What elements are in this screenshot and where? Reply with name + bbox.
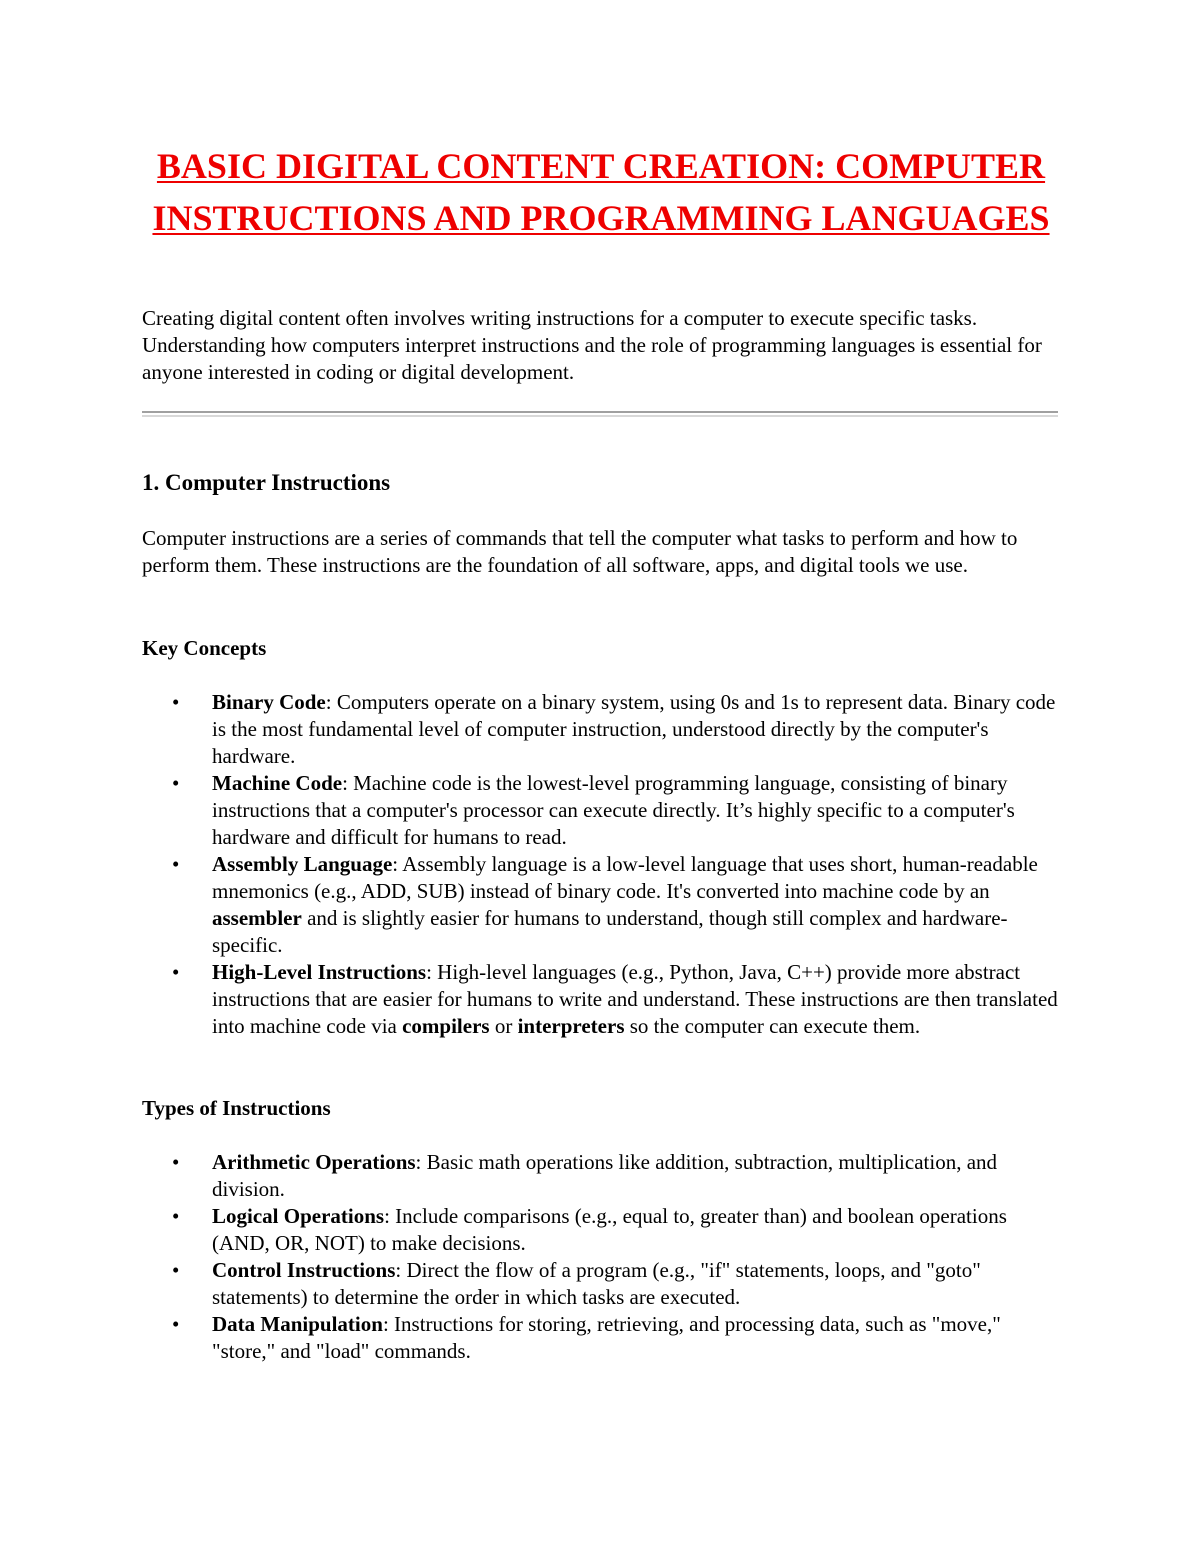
bullet-icon: • <box>172 690 180 714</box>
bullet-icon: • <box>172 1312 180 1336</box>
list-item-term: Arithmetic Operations <box>212 1150 416 1174</box>
list-item-text: : Assembly language is a low-level language that uses short, human-readable mnemonics (e.g., ADD, SUB) instead of binary code. It's converted into machine code by an <box>212 852 1038 903</box>
list-item-emphasis: compilers <box>402 1014 490 1038</box>
list-item-term: Data Manipulation <box>212 1312 383 1336</box>
list-item-text: : Basic math operations like addition, subtraction, multiplication, and division. <box>212 1150 998 1201</box>
list-item <box>142 851 1060 959</box>
list-item <box>142 1257 1060 1311</box>
intro-paragraph: Creating digital content often involves writing instructions for a computer to execute specific tasks. Understanding how computers interpret instructions and the role of programming languages is essential for anyone interested in coding or digital development. <box>142 306 1042 384</box>
list-item-emphasis: assembler <box>212 906 302 930</box>
horizontal-divider <box>142 411 1058 417</box>
types-list <box>142 1149 1060 1365</box>
section-paragraph: Computer instructions are a series of commands that tell the computer what tasks to perform and how to perform them. These instructions are the foundation of all software, apps, and digital tools we use. <box>142 526 1018 577</box>
list-item-term: Logical Operations <box>212 1204 385 1228</box>
bullet-icon: • <box>172 771 180 795</box>
list-item <box>142 1149 1060 1203</box>
list-item-emphasis: interpreters <box>517 1014 625 1038</box>
document-title: BASIC DIGITAL CONTENT CREATION: COMPUTER INSTRUCTIONS AND PROGRAMMING LANGUAGES <box>152 146 1050 238</box>
list-item-text: : Machine code is the lowest-level programming language, consisting of binary instructions that a computer's processor can execute directly. It’s highly specific to a computer's hardware and difficult for humans to read. <box>212 771 1015 849</box>
list-item-term: Machine Code <box>212 771 343 795</box>
key-concepts-heading: Key Concepts <box>142 636 267 660</box>
list-item-text: : Instructions for storing, retrieving, and processing data, such as "move," "store," and "load" commands. <box>212 1312 1001 1363</box>
key-concepts-list <box>142 689 1060 1040</box>
bullet-icon: • <box>172 960 180 984</box>
list-item <box>142 689 1060 770</box>
list-item-term: Binary Code <box>212 690 326 714</box>
list-item-text: : Computers operate on a binary system, using 0s and 1s to represent data. Binary code is the most fundamental level of computer instruction, understood directly by the computer's hardware. <box>212 690 1056 768</box>
list-item-text: : High-level languages (e.g., Python, Java, C++) provide more abstract instructions that are easier for humans to write and understand. These instructions are then translated into machine code via <box>212 960 1058 1038</box>
list-item-term: Assembly Language <box>212 852 393 876</box>
list-item-text: : Include comparisons (e.g., equal to, greater than) and boolean operations (AND, OR, NOT) to make decisions. <box>212 1204 1007 1255</box>
list-item-text: so the computer can execute them. <box>624 1014 921 1038</box>
list-item <box>142 959 1060 1040</box>
list-item <box>142 1203 1060 1257</box>
bullet-icon: • <box>172 852 180 876</box>
list-item-term: Control Instructions <box>212 1258 396 1282</box>
list-item-term: High-Level Instructions <box>212 960 427 984</box>
list-item <box>142 1311 1060 1365</box>
bullet-icon: • <box>172 1150 180 1174</box>
list-item-text: or <box>489 1014 518 1038</box>
list-item <box>142 770 1060 851</box>
list-item-text: : Direct the flow of a program (e.g., "if" statements, loops, and "goto" statements) to determine the order in which tasks are executed. <box>212 1258 981 1309</box>
section-heading: 1. Computer Instructions <box>142 470 391 495</box>
list-item-text: and is slightly easier for humans to understand, though still complex and hardware-specific. <box>212 906 1008 957</box>
types-heading: Types of Instructions <box>142 1096 331 1120</box>
bullet-icon: • <box>172 1204 180 1228</box>
bullet-icon: • <box>172 1258 180 1282</box>
